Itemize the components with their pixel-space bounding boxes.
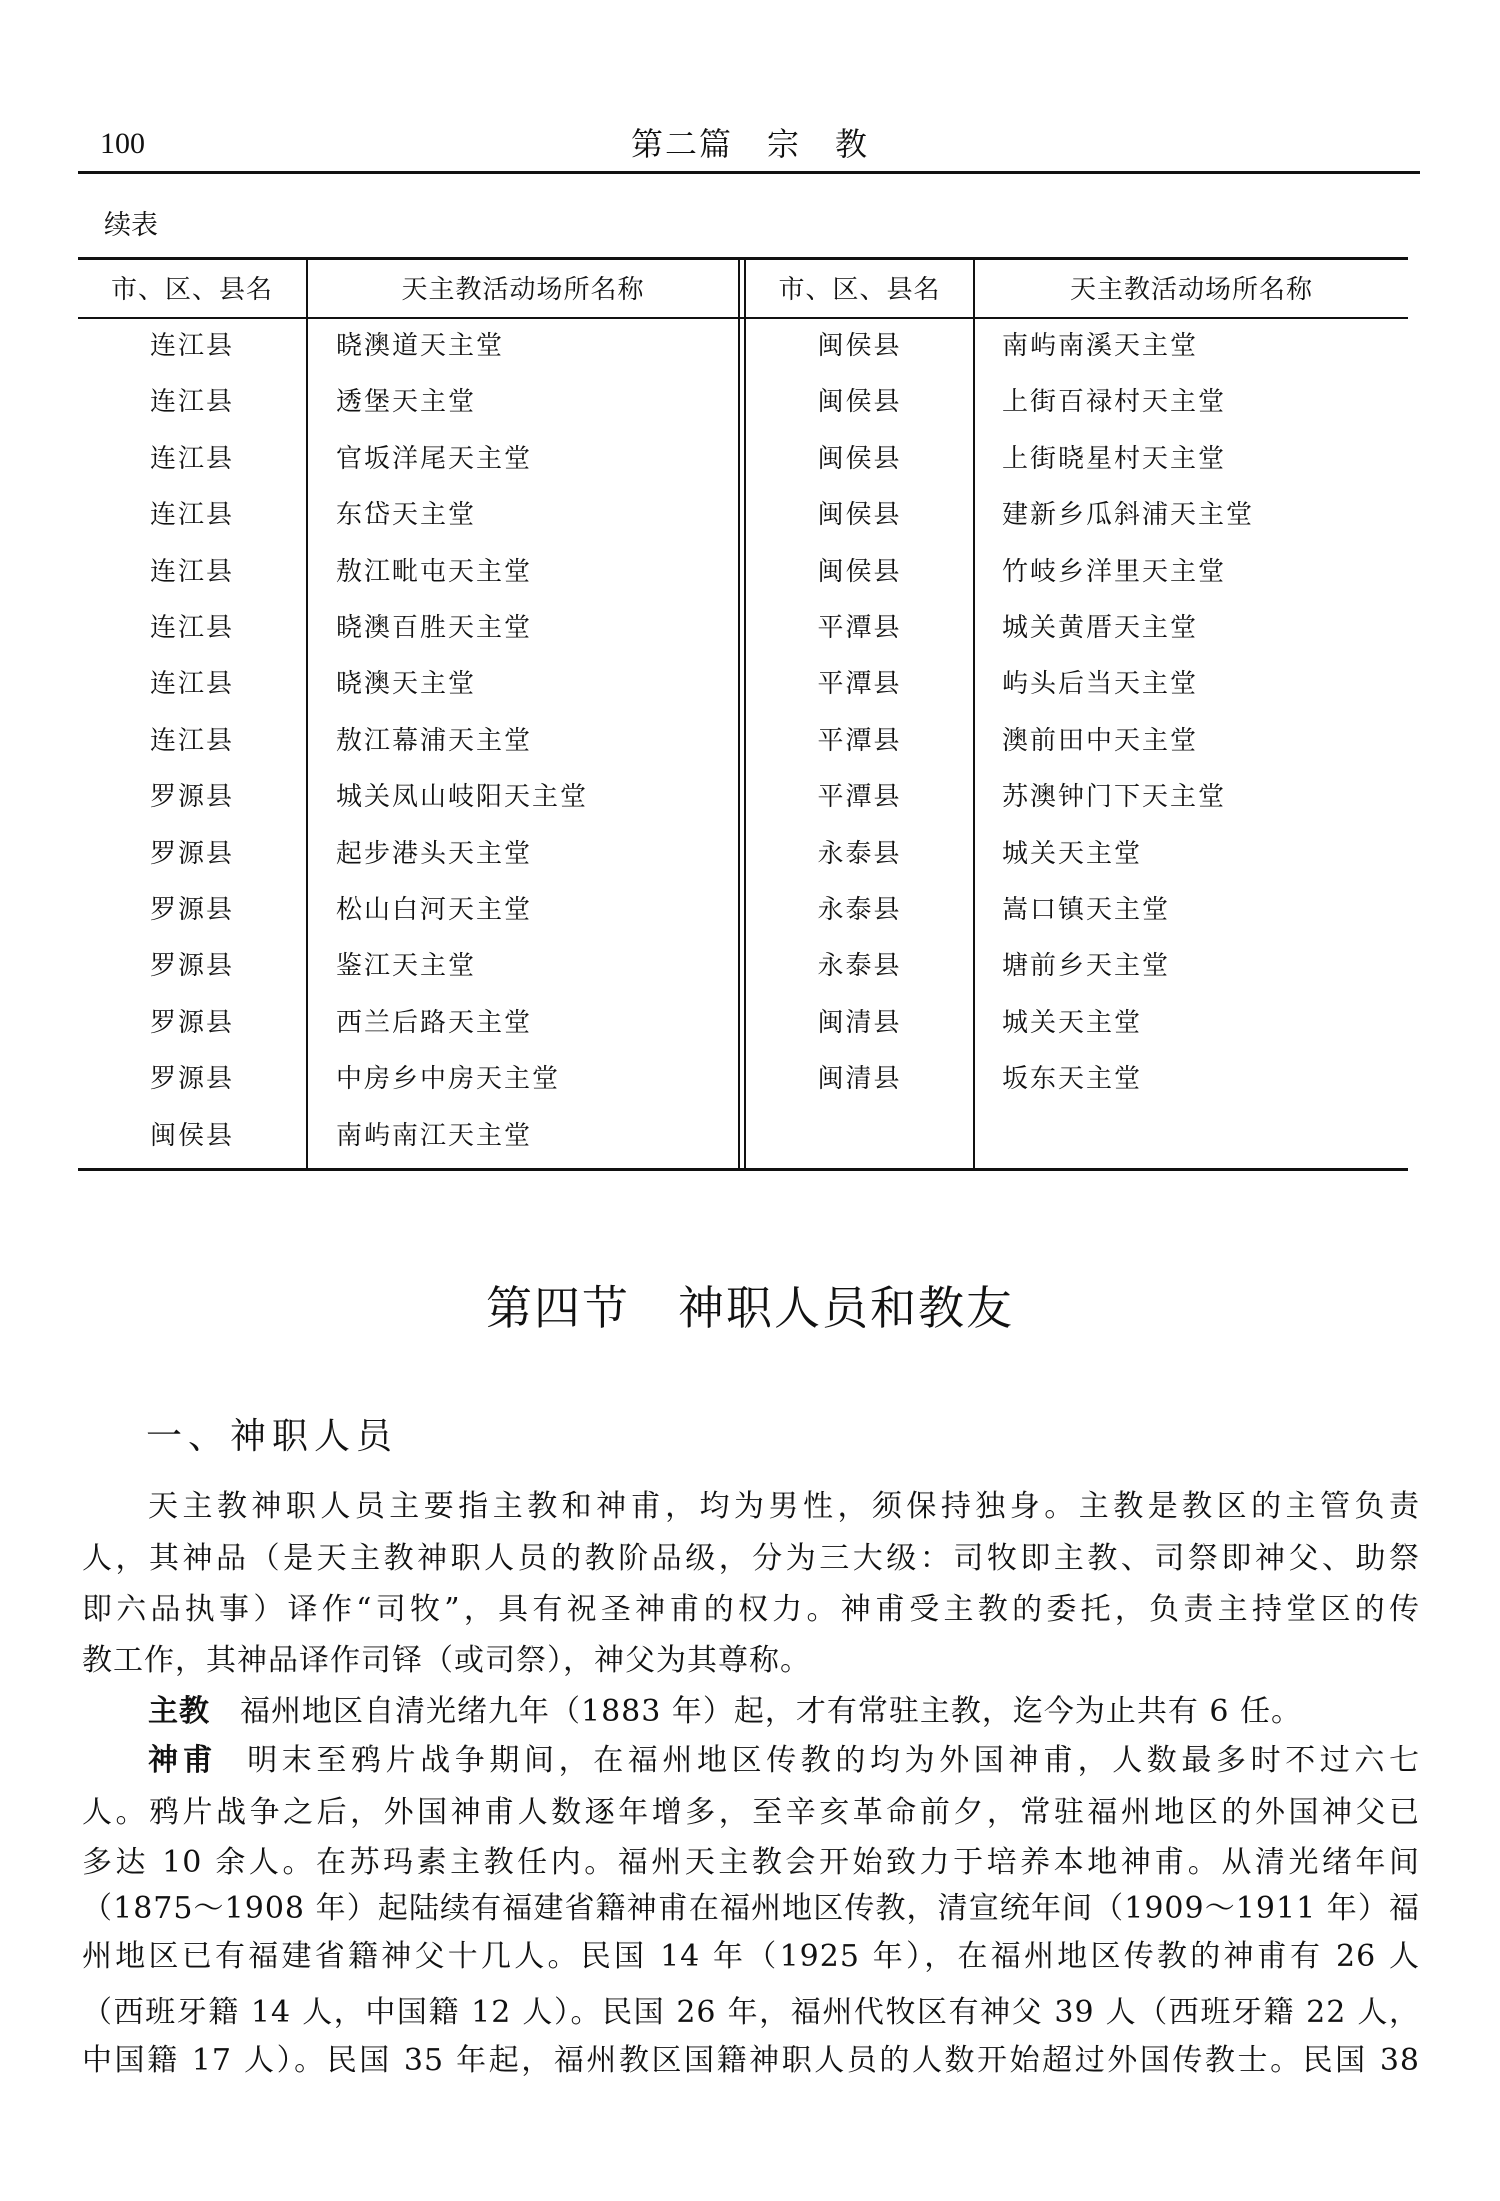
site-cell: 晓澳天主堂 — [336, 669, 477, 700]
county-cell: 平潭县 — [817, 669, 902, 700]
site-cell: 屿头后当天主堂 — [1002, 669, 1199, 700]
county-cell: 连江县 — [149, 556, 234, 587]
priest-label: 神甫 — [148, 1743, 218, 1778]
site-cell: 中房乡中房天主堂 — [336, 1064, 561, 1095]
bishop-text: 福州地区自清光绪九年（1883 年）起，才有常驻主教，迄今为止共有 6 任。 — [240, 1694, 1303, 1729]
paragraph-line: 中国籍 17 人）。民国 35 年起，福州教区国籍神职人员的人数开始超过外国传教士。民国 38 — [82, 2043, 1420, 2078]
site-cell: 敖江幕浦天主堂 — [336, 725, 533, 756]
site-cell: 城关黄厝天主堂 — [1002, 613, 1199, 643]
bishop-paragraph — [148, 1687, 1420, 1737]
site-cell: 松山白河天主堂 — [336, 895, 533, 925]
site-cell: 苏澳钟门下天主堂 — [1002, 782, 1227, 813]
county-cell: 罗源县 — [149, 895, 234, 925]
subheading: 一、神职人员 — [146, 1416, 399, 1457]
bishop-label: 主教 — [148, 1694, 210, 1729]
header-rule — [78, 171, 1420, 174]
double-divider-left — [738, 260, 740, 1168]
county-cell: 连江县 — [149, 725, 234, 756]
site-cell: 上街百禄村天主堂 — [1002, 387, 1227, 418]
site-cell: 城关天主堂 — [1002, 1007, 1143, 1038]
paragraph-line: 多达 10 余人。在苏玛素主教任内。福州天主教会开始致力于培养本地神甫。从清光绪年间 — [82, 1845, 1420, 1880]
church-sites-table — [78, 257, 1408, 1171]
county-cell: 永泰县 — [817, 895, 902, 925]
site-cell: 透堡天主堂 — [336, 387, 477, 418]
site-cell: 上街晓星村天主堂 — [1002, 443, 1227, 474]
running-title: 第二篇 宗 教 — [630, 125, 869, 163]
header-county-left: 市、区、县名 — [110, 275, 273, 305]
column-divider — [306, 260, 308, 1168]
site-cell: 竹岐乡洋里天主堂 — [1002, 556, 1227, 587]
priest-text: 明末至鸦片战争期间，在福州地区传教的均为外国神甫，人数最多时不过六七 — [247, 1743, 1421, 1778]
county-cell: 平潭县 — [817, 613, 902, 643]
paragraph-line: （1875～1908 年）起陆续有福建省籍神甫在福州地区传教，清宣统年间（1909～1911 年）福 — [82, 1891, 1420, 1926]
site-cell: 敖江毗屯天主堂 — [336, 556, 533, 587]
site-cell: 城关天主堂 — [1002, 838, 1143, 869]
county-cell: 闽侯县 — [817, 556, 902, 587]
county-cell: 连江县 — [149, 331, 234, 361]
county-cell: 罗源县 — [149, 951, 234, 982]
county-cell: 闽侯县 — [817, 387, 902, 418]
header-site-right: 天主教活动场所名称 — [1069, 275, 1313, 305]
site-cell: 官坂洋尾天主堂 — [336, 443, 533, 474]
county-cell: 平潭县 — [817, 782, 902, 813]
priest-paragraph-first-line — [148, 1736, 1420, 1786]
site-cell: 城关凤山岐阳天主堂 — [336, 782, 589, 813]
county-cell: 闽侯县 — [817, 443, 902, 474]
header-county-right: 市、区、县名 — [778, 275, 941, 305]
site-cell: 嵩口镇天主堂 — [1002, 895, 1171, 925]
county-cell: 闽清县 — [817, 1007, 902, 1038]
county-cell: 罗源县 — [149, 1007, 234, 1038]
site-cell: 西兰后路天主堂 — [336, 1007, 533, 1038]
site-cell: 南屿南溪天主堂 — [1002, 331, 1199, 361]
table-caption: 续表 — [104, 210, 158, 241]
page-number: 100 — [100, 127, 145, 160]
site-cell: 坂东天主堂 — [1002, 1064, 1143, 1095]
county-cell: 闽清县 — [817, 1064, 902, 1095]
site-cell: 南屿南江天主堂 — [336, 1120, 533, 1151]
paragraph-line: （西班牙籍 14 人，中国籍 12 人）。民国 26 年，福州代牧区有神父 39 人（西班牙籍 22 人， — [82, 1995, 1420, 2030]
paragraph-line: 州地区已有福建省籍神父十几人。民国 14 年（1925 年），在福州地区传教的神甫有 26 人 — [82, 1939, 1420, 1974]
county-cell: 连江县 — [149, 443, 234, 474]
county-cell: 连江县 — [149, 387, 234, 418]
site-cell: 澳前田中天主堂 — [1002, 725, 1199, 756]
section-title: 第四节 神职人员和教友 — [486, 1281, 1014, 1335]
county-cell: 连江县 — [149, 669, 234, 700]
site-cell: 东岱天主堂 — [336, 500, 477, 531]
county-cell: 罗源县 — [149, 1064, 234, 1095]
county-cell: 连江县 — [149, 500, 234, 531]
site-cell: 晓澳百胜天主堂 — [336, 613, 533, 643]
county-cell: 永泰县 — [817, 951, 902, 982]
county-cell: 闽侯县 — [817, 331, 902, 361]
column-divider — [973, 260, 975, 1168]
site-cell: 晓澳道天主堂 — [336, 331, 505, 361]
county-cell: 闽侯县 — [149, 1120, 234, 1151]
paragraph-line: 天主教神职人员主要指主教和神甫，均为男性，须保持独身。主教是教区的主管负责 — [148, 1489, 1420, 1524]
county-cell: 罗源县 — [149, 838, 234, 869]
site-cell: 鉴江天主堂 — [336, 951, 477, 982]
county-cell: 永泰县 — [817, 838, 902, 869]
paragraph-line: 人。鸦片战争之后，外国神甫人数逐年增多，至辛亥革命前夕，常驻福州地区的外国神父已 — [82, 1795, 1420, 1830]
county-cell: 平潭县 — [817, 725, 902, 756]
header-site-left: 天主教活动场所名称 — [401, 275, 645, 305]
county-cell: 罗源县 — [149, 782, 234, 813]
county-cell: 闽侯县 — [817, 500, 902, 531]
table-header-rule — [78, 317, 1408, 319]
county-cell: 连江县 — [149, 613, 234, 643]
paragraph-line: 人，其神品（是天主教神职人员的教阶品级，分为三大级：司牧即主教、司祭即神父、助祭 — [82, 1541, 1420, 1576]
site-cell: 起步港头天主堂 — [336, 838, 533, 869]
site-cell: 塘前乡天主堂 — [1002, 951, 1171, 982]
paragraph-line: 即六品执事）译作“司牧”，具有祝圣神甫的权力。神甫受主教的委托，负责主持堂区的传 — [82, 1592, 1420, 1627]
paragraph-line: 教工作，其神品译作司铎（或司祭），神父为其尊称。 — [82, 1643, 811, 1678]
site-cell: 建新乡瓜斜浦天主堂 — [1002, 500, 1255, 531]
